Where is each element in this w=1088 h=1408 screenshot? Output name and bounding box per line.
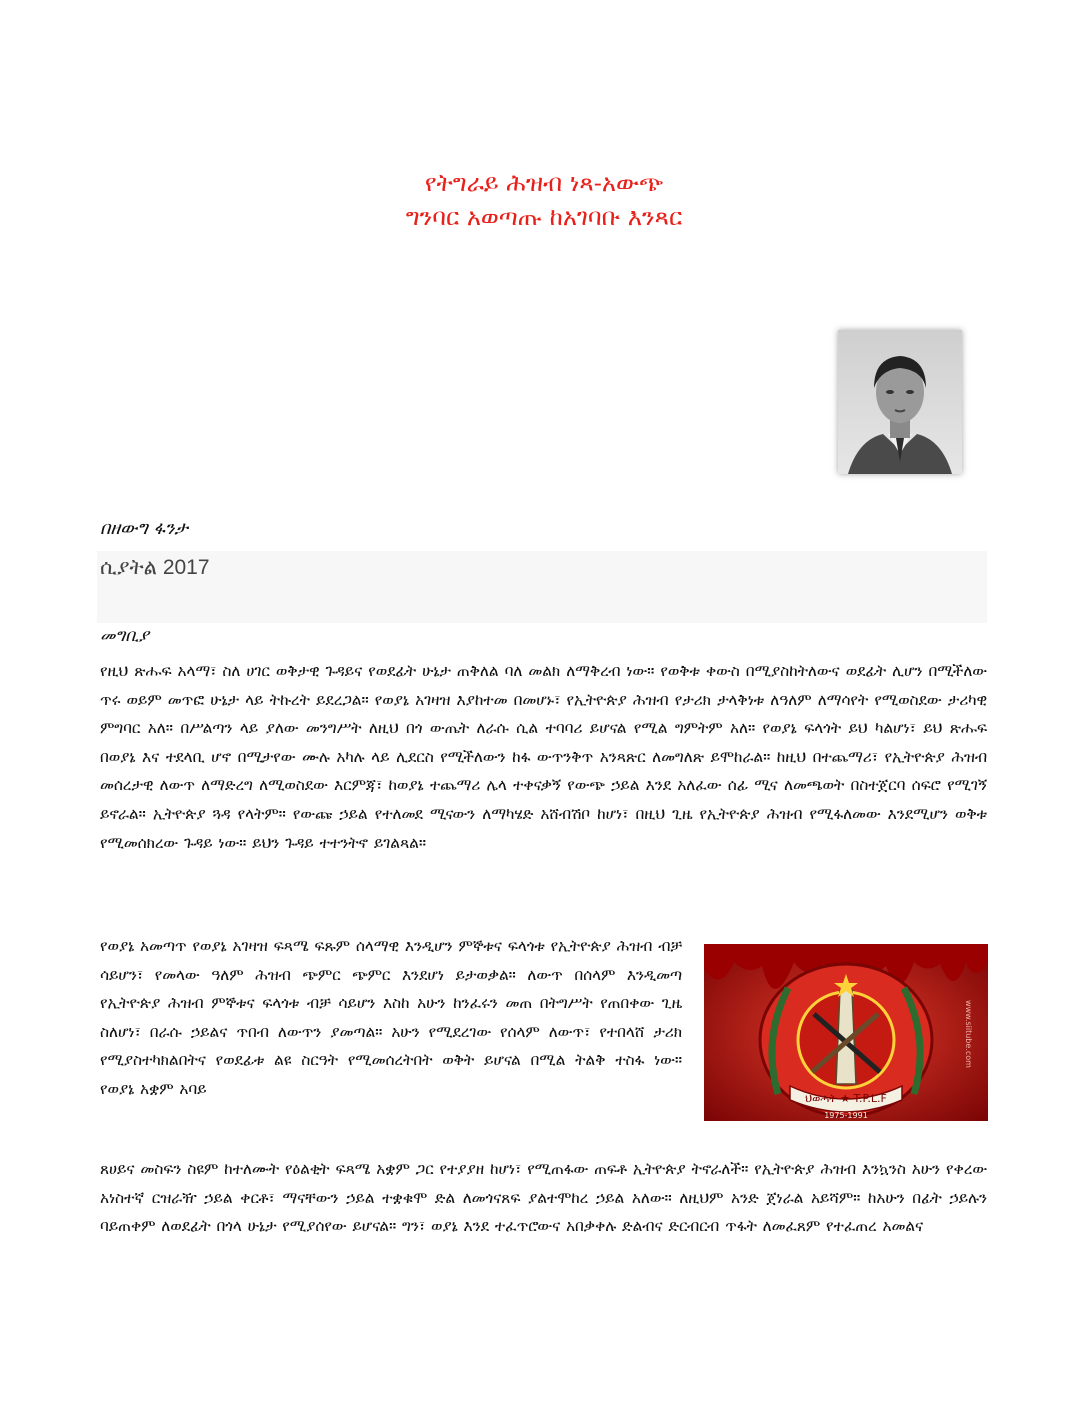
document-title: የትግራይ ሕዝብ ነጻ-አውጭ xyxy=(424,169,664,197)
tplf-emblem-image xyxy=(704,944,988,1121)
section-heading: መግቢያ xyxy=(100,626,149,646)
dateline-band xyxy=(97,551,987,623)
document-subtitle: ግንባር አወጣጡ ከአገባቡ እንጻር xyxy=(405,203,683,231)
dateline: ሲያትል 2017 xyxy=(100,556,210,579)
body-paragraph-1: የዚህ ጽሑፍ አላማ፣ ስለ ሀገር ወቅታዊ ጉዳይና የወደፊት ሁኔታ ጠቅለል ባለ መልክ ለማቅረብ ነው። የወቅቱ ቀውስ በሚያስከትለውና ወደፊት ሊሆን በሚችለው ጥሩ ወይም መጥፎ ሁኔታ ላይ ትኩረት ይደረጋል። የወያኔ አገዛዝ እያከተመ በመሆኑ፣ የኢትዮጵያ ሕዝብ የታሪክ ታላቅነቱ ለዓለም ለማሳየት የሚወስደው ታሪካዊ ምግባር አለ። በሥልጣን ላይ ያለው መንግሥት ለዚህ በጎ ውጤት ለራሱ ሲል ተባባሪ ይሆናል የሚል ግምትም አለ። የወያኔ ፍላጎት ይህ ካልሆነ፣ ይህ ጽሑፍ በወያኔ እና ተደላቢ ሆኖ በሚታየው ሙሉ አካሉ ላይ ሊደርስ የሚችለውን ከፋ ውጥንቅጥ አንጻጽር ለመግለጽ ይሞከራል። ከዚህ በተጨማሪ፣ የኢትዮጵያ ሕዝብ መሰረታዊ ለውጥ ለማድረግ ለሚወስደው እርምጃ፣ ከወያኔ ተጨማሪ ሌላ ተቀናቃኝ የውጭ ኃይል እንደ አለፈው ሰፊ ሚና ለመጫወት በስተጀርባ ሰፍሮ የሚገኝ ይኖራል። ኢትዮጵያ ጓዳ የላትም። የውጩ ኃይል የተለመደ ሚናውን ለማካሄድ አሸብሽቦ ከሆነ፣ በዚህ ጊዜ የኢትዮጵያ ሕዝብ የሚፋለመው እንደሚሆን ወቅቱ የሚመሰክረው ጉዳይ ነው። ይህን ጉዳይ ተተንትኖ ይገልጻል። xyxy=(100,662,988,852)
emblem-caption: ህወሓት ★ T.P.L.F xyxy=(805,1092,887,1105)
body-paragraph-2: የወያኔ አመጣጥ የወያኔ አገዛዝ ፍጻሜ ፍጹም ሰላማዊ እንዲሆን ምኞቱና ፍላጎቱ የኢትዮጵያ ሕዝብ ብቻ ሳይሆን፣ የመላው ዓለም ሕዝብ ጭምር ጭምር እንደሆነ ይታወቃል። ለውጥ በሰላም እንዲመጣ የኢትዮጵያ ሕዝብ ምኞቱና ፍላጎቱ ብቻ ሳይሆን እስከ አሁን ከንፈሩን መጠ በትግሥት የጠበቀው ጊዜ ስለሆነ፣ በራሱ ኃይልና ጥበብ ለውጥን ያመጣል። አሁን የሚደረገው የሰላም ለውጥ፣ የተበላሸ ታሪክ የሚያስተካክልበትና የወደፊቱ ልዩ ስርዓት የሚመሰረትበት ወቅት ይሆናል በሚል ትልቅ ተስፋ ነው። የወያኔ አቋም አባይ xyxy=(100,937,682,1098)
author-name: በዘውግ ፋንታ xyxy=(100,518,188,539)
author-portrait xyxy=(838,330,962,474)
watermark-text: www.siitube.com xyxy=(964,1000,973,1068)
emblem-years: 1975-1991 xyxy=(824,1111,868,1120)
body-paragraph-3: ጸሀይና መስፍን ስዩም ከተለሙት የዕልቂት ፍጻሜ አቋም ጋር የተያያዘ ከሆነ፣ የሚጠፋው ጠፍቶ ኢትዮጵያ ትኖራለች። የኢትዮጵያ ሕዝብ እንኳንስ አሁን የቀረው አነስተኛ ርዝራዥ ኃይል ቀርቶ፣ ማናቸውን ኃይል ተቋቁሞ ድል ለመጎናጸፍ ያልተሞከረ ኃይል አለው። ለዚህም አንድ ጀነራል አይሻም። ከአሁን በፊት ኃይሉን ባይጠቀም ለወደፊት በጎላ ሁኔታ የሚያሰየው ይሆናል። ግን፣ ወያኔ እንደ ተፈጥሮውና አበቃቀሉ ድልብና ድርብርብ ጥፋት ለመፈጸም የተፈጠረ አመልና xyxy=(100,1160,987,1236)
